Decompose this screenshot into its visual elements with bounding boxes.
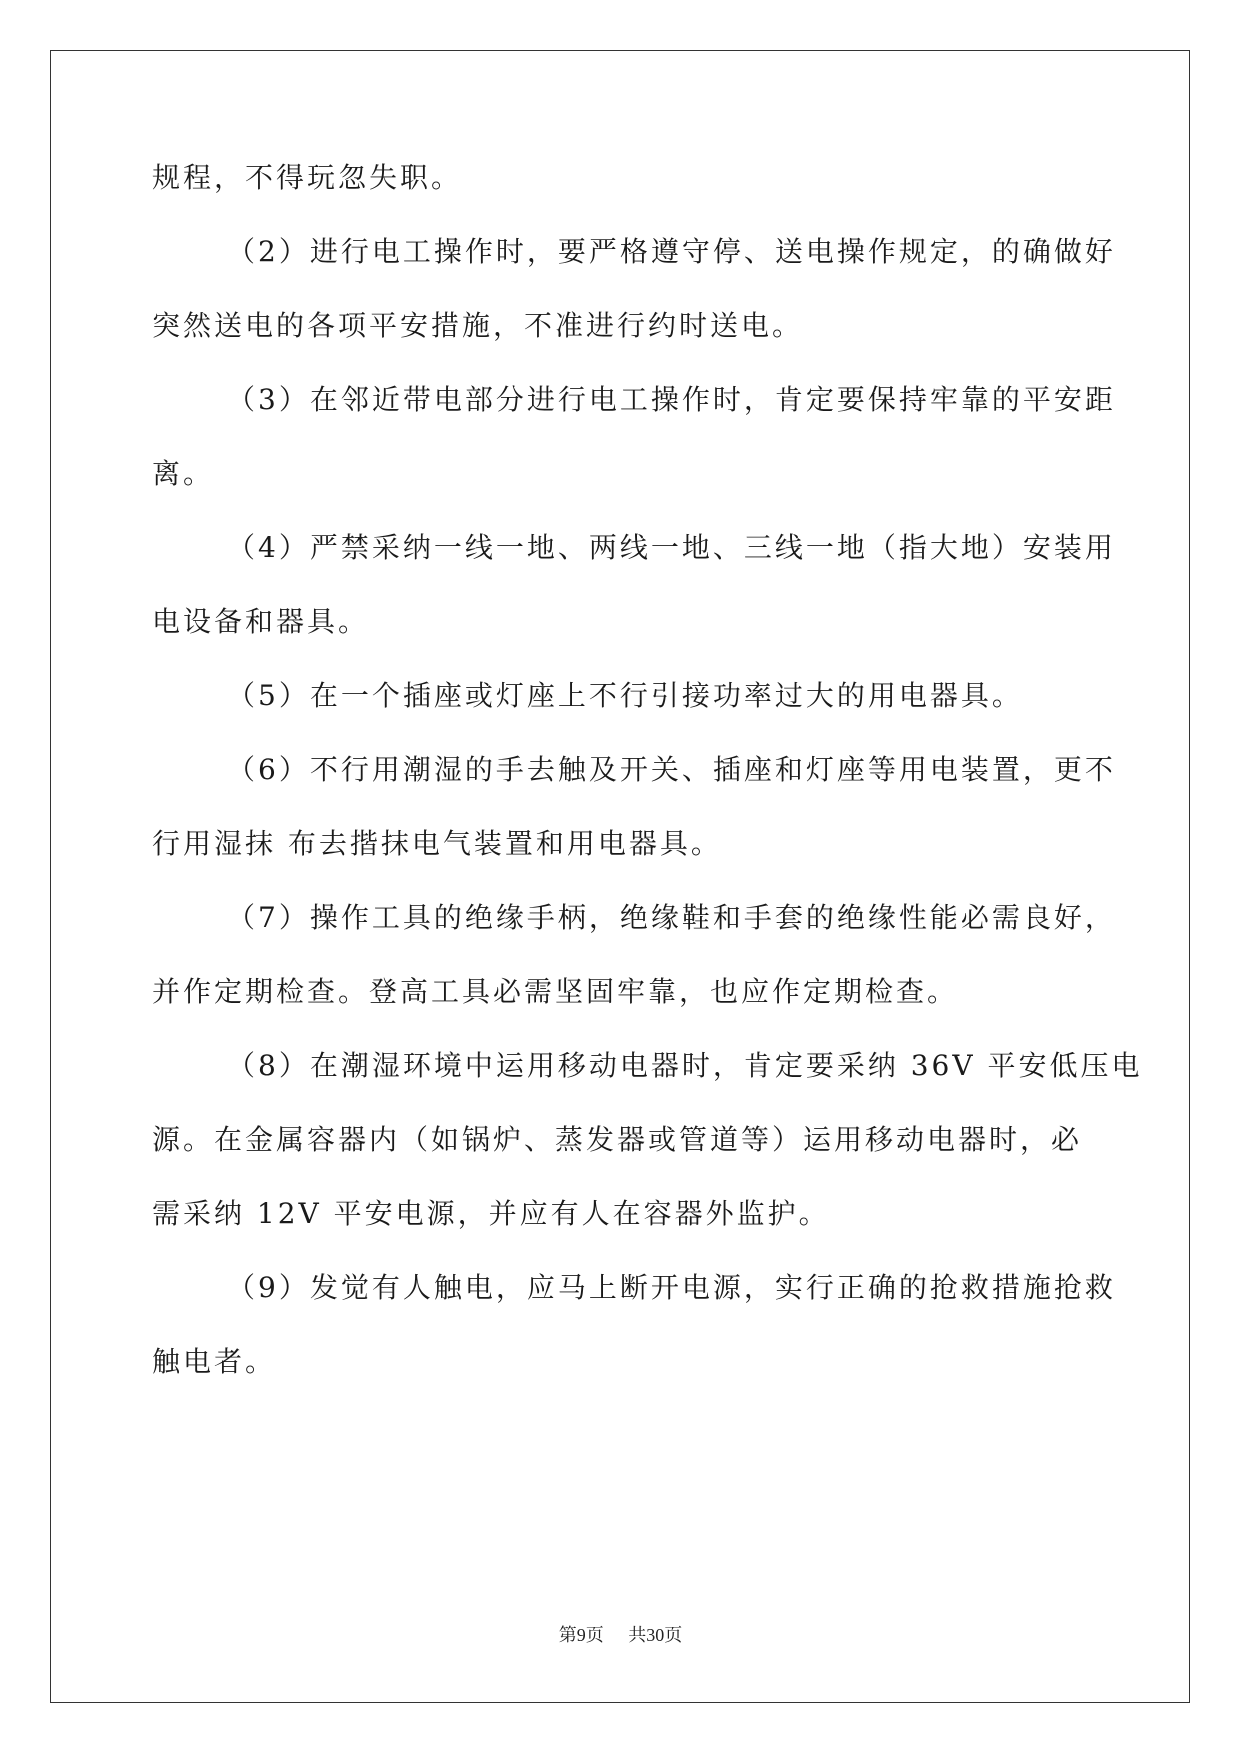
- text-line: 源。在金属容器内（如锅炉、蒸发器或管道等）运用移动电器时，必: [152, 1123, 1083, 1156]
- text-line: 电设备和器具。: [152, 605, 370, 638]
- text-line: （9）发觉有人触电，应马上断开电源，实行正确的抢救措施抢救: [227, 1271, 1116, 1304]
- text-line: （7）操作工具的绝缘手柄，绝缘鞋和手套的绝缘性能必需良好，: [227, 901, 1116, 934]
- text-line: 触电者。: [152, 1345, 277, 1378]
- page-border: [50, 50, 1190, 1703]
- text-line: 行用湿抹 布去揩抹电气装置和用电器具。: [152, 827, 722, 860]
- text-line: 规程，不得玩忽失职。: [152, 161, 463, 194]
- text-line: 需采纳 12V 平安电源，并应有人在容器外监护。: [152, 1197, 830, 1230]
- text-line: 并作定期检查。登高工具必需坚固牢靠，也应作定期检查。: [152, 975, 959, 1008]
- text-line: （2）进行电工操作时，要严格遵守停、送电操作规定，的确做好: [227, 235, 1116, 268]
- text-line: （3）在邻近带电部分进行电工操作时，肯定要保持牢靠的平安距: [227, 383, 1116, 416]
- page-number: 第9页: [558, 1625, 604, 1645]
- page-footer: [0, 1621, 1241, 1647]
- text-line: （5）在一个插座或灯座上不行引接功率过大的用电器具。: [227, 679, 1023, 712]
- text-line: （8）在潮湿环境中运用移动电器时，肯定要采纳 36V 平安低压电: [227, 1049, 1143, 1082]
- text-line: 离。: [152, 457, 215, 490]
- page-total: 共30页: [628, 1625, 683, 1645]
- text-line: 突然送电的各项平安措施，不准进行约时送电。: [152, 309, 804, 342]
- text-line: （6）不行用潮湿的手去触及开关、插座和灯座等用电装置，更不: [227, 753, 1116, 786]
- text-line: （4）严禁采纳一线一地、两线一地、三线一地（指大地）安装用: [227, 531, 1116, 564]
